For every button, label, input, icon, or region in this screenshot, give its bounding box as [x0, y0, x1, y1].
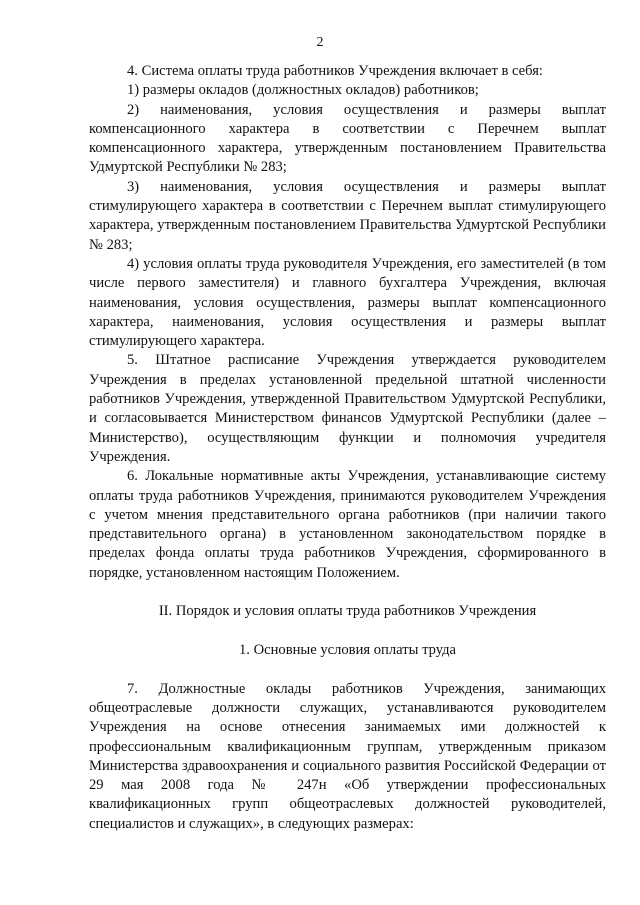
paragraph-item-4-3: 3) наименования, условия осуществления и размеры выплат стимулирующего характера в соответствии с Перечнем выплат стимулирующего характера, утвержденным постановлением Правительства Удмуртской Республики № 283;	[89, 178, 606, 253]
section-heading: II. Порядок и условия оплаты труда работников Учреждения	[158, 603, 537, 620]
paragraph-item-4-1: 1) размеры окладов (должностных окладов) работников;	[127, 82, 479, 99]
paragraph-item-4-4: 4) условия оплаты труда руководителя Учреждения, его заместителей (в том числе первого заместителя) и главного бухгалтера Учреждения, включая наименования, условия осуществления, размеры выплат компенсационного характера, наименования, условия осуществления и размеры выплат стимулирующего характера.	[89, 255, 606, 350]
paragraph-item-4-2: 2) наименования, условия осуществления и размеры выплат компенсационного характера в соответствии с Перечнем выплат компенсационного характера, утвержденным постановлением Правительства Удмуртской Республики № 283;	[89, 101, 606, 176]
paragraph-item-5: 5. Штатное расписание Учреждения утверждается руководителем Учреждения в пределах установленной предельной штатной численности работников Учреждения, утвержденной Правительством Удмуртской Республики, и согласовывается Министерством финансов Удмуртской Республики (далее – Министерство), осуществляющим функции и полномочия учредителя Учреждения.	[89, 352, 606, 465]
document-body	[89, 62, 606, 834]
spacer	[89, 661, 606, 680]
page-number: 2	[316, 35, 324, 50]
spacer	[89, 583, 606, 602]
paragraph-item-7: 7. Должностные оклады работников Учреждения, занимающих общеотраслевые должности служащих, устанавливаются руководителем Учреждения на основе отнесения занимаемых ими должностей к профессиональным квалификационным группам, утвержденным приказом Министерства здравоохранения и социального развития Российской Федерации от 29 мая 2008 года № 247н «Об утверждении профессиональных квалификационных групп общеотраслевых должностей руководителей, специалистов и служащих», в следующих размерах:	[89, 680, 606, 832]
spacer	[89, 621, 606, 641]
subsection-heading: 1. Основные условия оплаты труда	[238, 642, 457, 659]
paragraph-item-6: 6. Локальные нормативные акты Учреждения, устанавливающие систему оплаты труда работников Учреждения, принимаются руководителем Учреждения с учетом мнения представительного органа работников (при наличии такого представительного органа) в установленном законодательством порядке в пределах фонда оплаты труда работников Учреждения, сформированного в порядке, установленном настоящим Положением.	[89, 468, 606, 581]
paragraph-item-4: 4. Система оплаты труда работников Учреждения включает в себя:	[127, 63, 543, 79]
